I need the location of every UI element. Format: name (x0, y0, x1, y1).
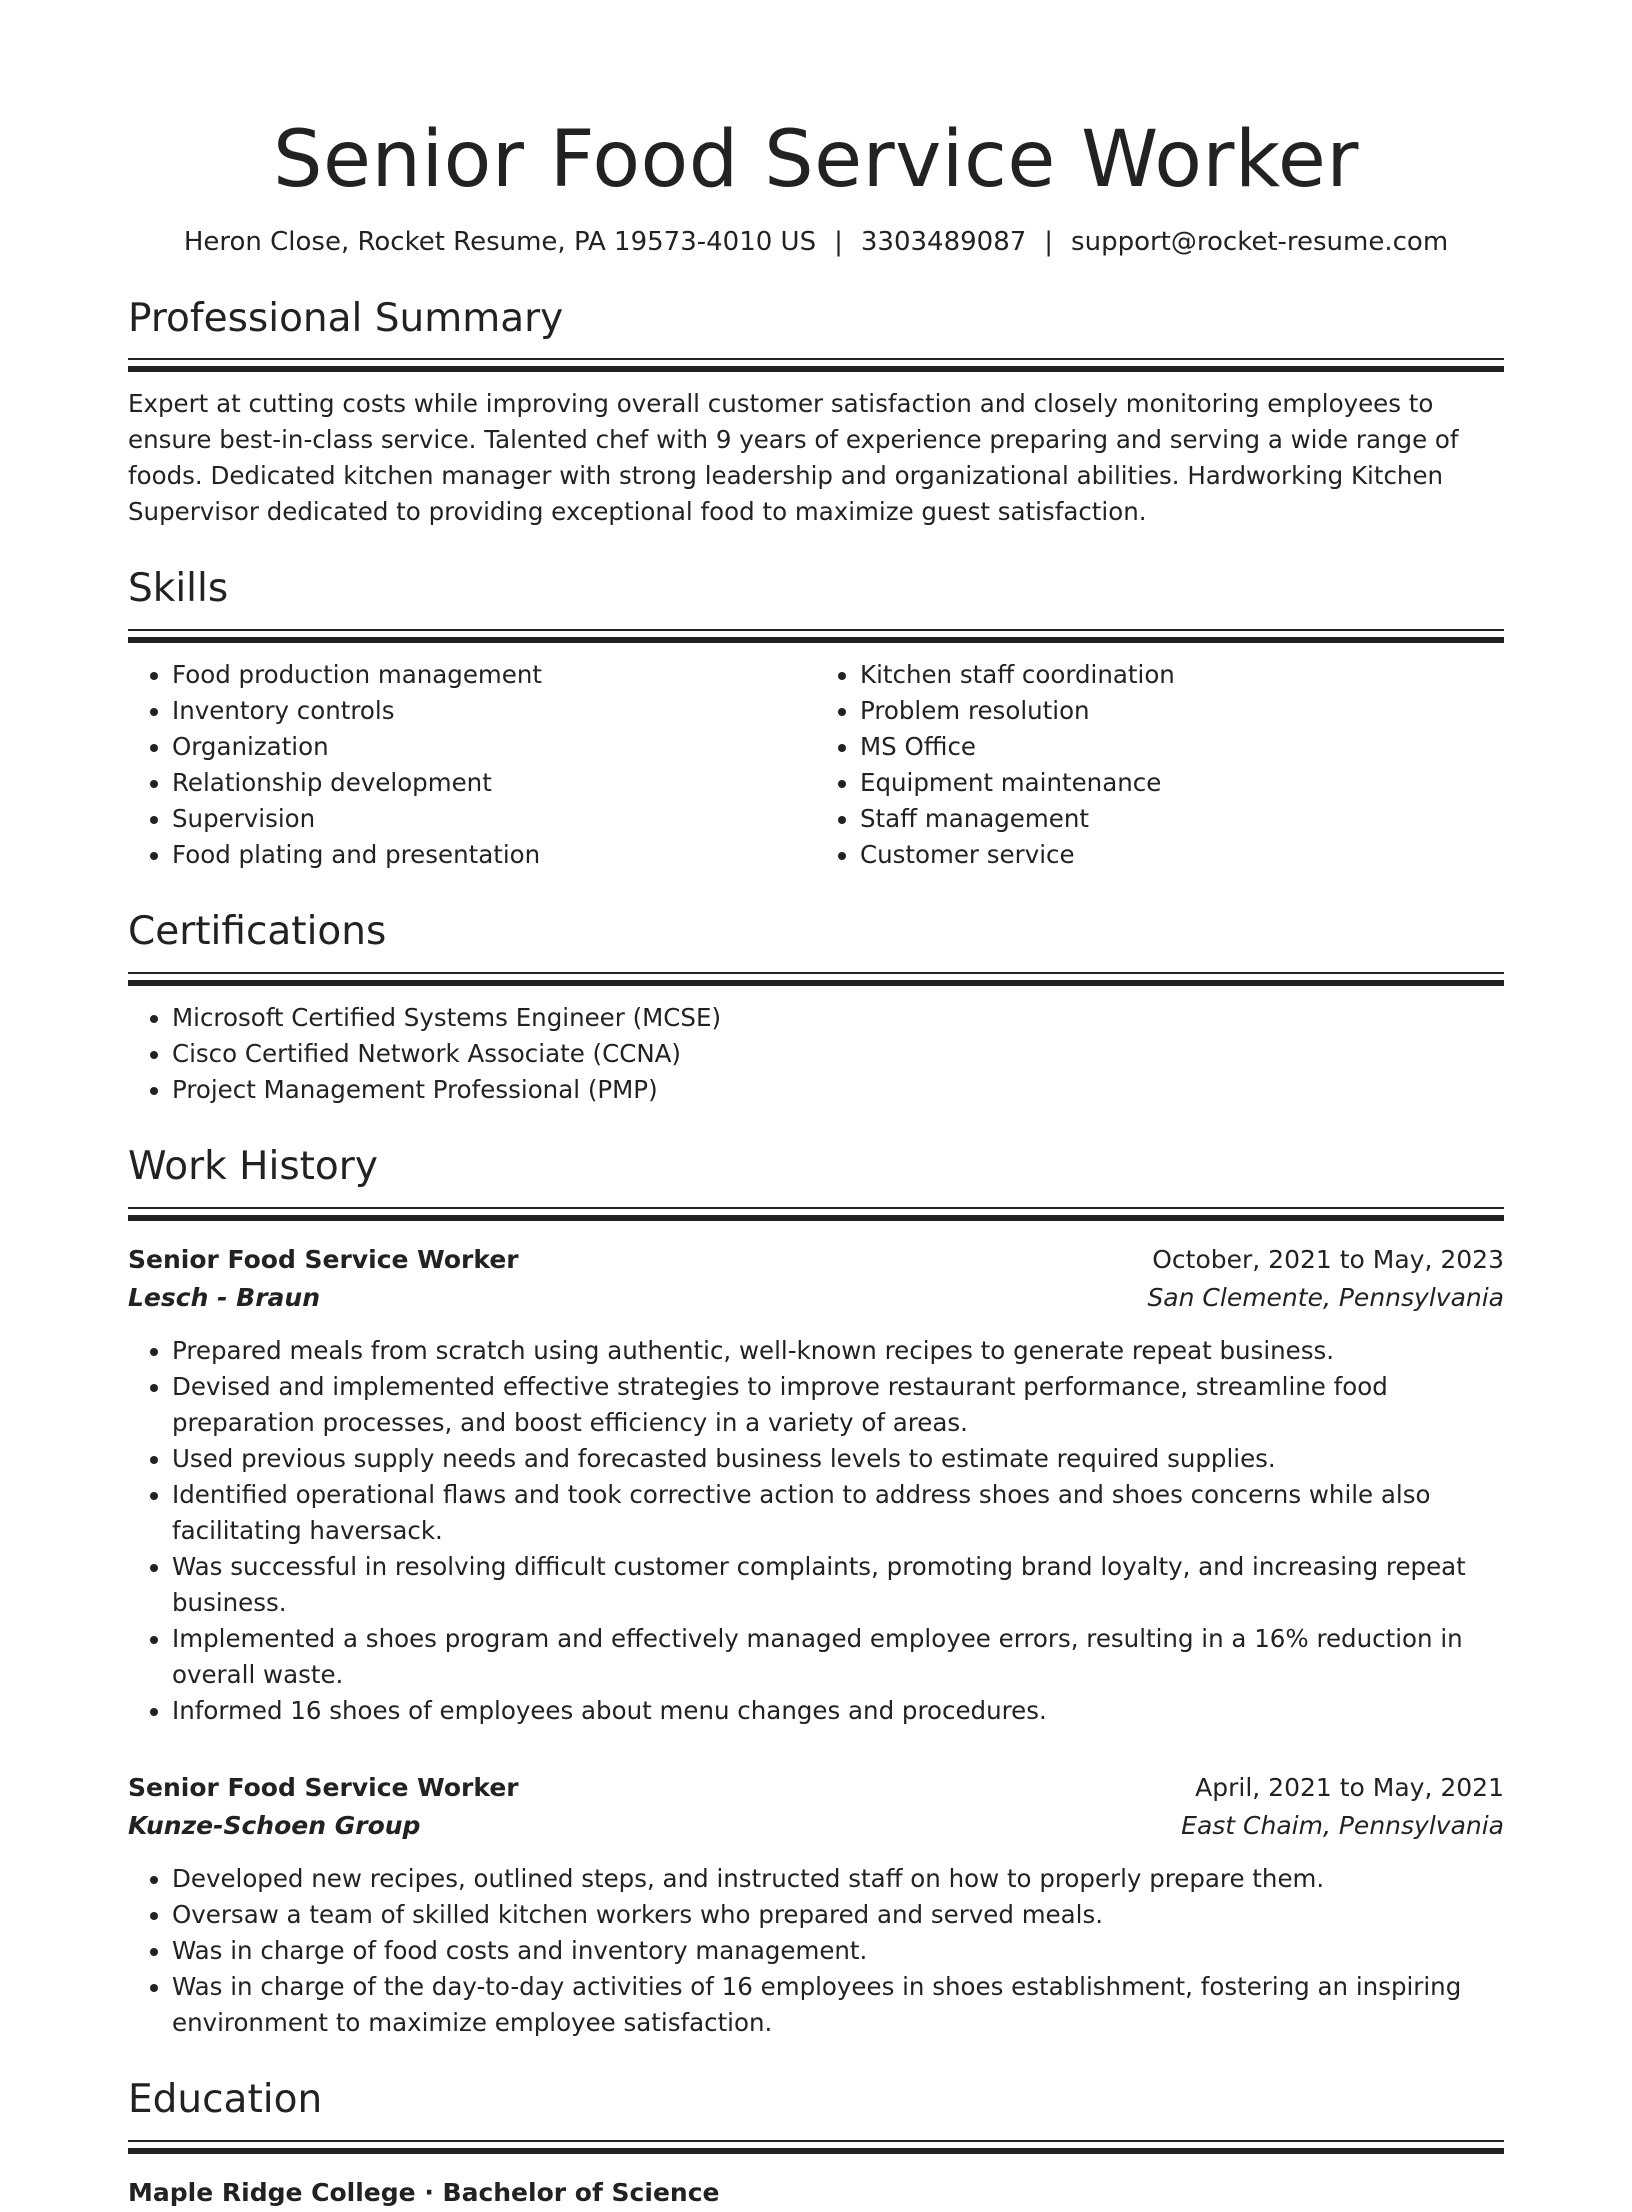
job-bullet: • Informed 16 shoes of employees about menu changes and procedures. (172, 1693, 1504, 1729)
contact-separator: | (834, 226, 843, 257)
summary-heading: Professional Summary (128, 295, 564, 341)
contact-phone: 3303489087 (860, 226, 1027, 257)
job-bullet: • Oversaw a team of skilled kitchen workers who prepared and served meals. (172, 1897, 1504, 1933)
skill-item: • Relationship development (172, 765, 816, 801)
section-divider (128, 1207, 1504, 1221)
skills-left-list (128, 657, 816, 873)
education-entry: Maple Ridge College · Bachelor of Science (128, 2177, 720, 2207)
skill-item: • Problem resolution (860, 693, 1504, 729)
contact-line (128, 226, 1504, 260)
job-bullet: • Identified operational flaws and took corrective action to address shoes and shoes concerns while also facilitating haversack. (172, 1477, 1504, 1549)
job-bullet: • Implemented a shoes program and effectively managed employee errors, resulting in a 16% reduction in overall waste. (172, 1621, 1504, 1693)
work-history-heading: Work History (128, 1143, 378, 1189)
skill-item: • Equipment maintenance (860, 765, 1504, 801)
job-location: East Chaim, Pennsylvania (1181, 1810, 1504, 1840)
education-heading: Education (128, 2076, 323, 2122)
section-divider (128, 629, 1504, 643)
certifications-list (128, 1000, 1504, 1108)
job-title: Senior Food Service Worker (128, 1772, 519, 1802)
job-bullet: • Devised and implemented effective strategies to improve restaurant performance, streamline food preparation processes, and boost efficiency in a variety of areas. (172, 1369, 1504, 1441)
job-bullet: • Used previous supply needs and forecasted business levels to estimate required supplies. (172, 1441, 1504, 1477)
job-entry (128, 1769, 1504, 2041)
certification-item: • Project Management Professional (PMP) (172, 1072, 1504, 1108)
job-company: Lesch - Braun (128, 1282, 321, 1312)
skill-item: • Staff management (860, 801, 1504, 837)
skill-item: • MS Office (860, 729, 1504, 765)
contact-email: support@rocket-resume.com (1071, 226, 1449, 257)
skill-item: • Food production management (172, 657, 816, 693)
skill-item: • Supervision (172, 801, 816, 837)
section-divider (128, 358, 1504, 372)
skill-item: • Inventory controls (172, 693, 816, 729)
job-company: Kunze-Schoen Group (128, 1810, 421, 1840)
job-bullet: • Was successful in resolving difficult customer complaints, promoting brand loyalty, and increasing repeat business. (172, 1549, 1504, 1621)
job-title: Senior Food Service Worker (128, 1244, 519, 1274)
skill-item: • Kitchen staff coordination (860, 657, 1504, 693)
job-bullet: • Was in charge of the day-to-day activities of 16 employees in shoes establishment, fostering an inspiring environment to maximize employee satisfaction. (172, 1969, 1504, 2041)
certification-item: • Cisco Certified Network Associate (CCNA) (172, 1036, 1504, 1072)
summary-text: Expert at cutting costs while improving overall customer satisfaction and closely monitoring employees to ensure best-in-class service. Talented chef with 9 years of experience preparing and serving a wide range of foods. Dedicated kitchen manager with strong leadership and organizational abilities. Hardworking Kitchen Supervisor dedicated to providing exceptional food to maximize guest satisfaction. (128, 389, 1459, 527)
certifications-heading: Certifications (128, 909, 387, 955)
skills-right-list (816, 657, 1504, 873)
section-divider (128, 2140, 1504, 2154)
job-subheader-row (128, 1807, 1504, 1845)
work-history-section (128, 1144, 1504, 2041)
job-header-row (128, 1769, 1504, 1807)
certifications-section (128, 909, 1504, 1108)
job-dates: April, 2021 to May, 2021 (1195, 1772, 1504, 1802)
certification-item: • Microsoft Certified Systems Engineer (MCSE) (172, 1000, 1504, 1036)
education-section (128, 2077, 1504, 2212)
job-bullet: • Was in charge of food costs and inventory management. (172, 1933, 1504, 1969)
job-bullets (128, 1333, 1504, 1729)
skills-heading: Skills (128, 566, 229, 612)
job-dates: October, 2021 to May, 2023 (1152, 1244, 1504, 1274)
job-location: San Clemente, Pennsylvania (1147, 1282, 1504, 1312)
skill-item: • Food plating and presentation (172, 837, 816, 873)
skill-item: • Organization (172, 729, 816, 765)
resume-title: Senior Food Service Worker (273, 115, 1359, 205)
job-entry (128, 1241, 1504, 1729)
job-bullets (128, 1861, 1504, 2041)
contact-address: Heron Close, Rocket Resume, PA 19573-4010 US (183, 226, 817, 257)
skill-item: • Customer service (860, 837, 1504, 873)
section-divider (128, 972, 1504, 986)
skills-section (128, 566, 1504, 873)
contact-separator: | (1044, 226, 1054, 257)
job-bullet: • Prepared meals from scratch using authentic, well-known recipes to generate repeat business. (172, 1333, 1504, 1369)
job-bullet: • Developed new recipes, outlined steps, and instructed staff on how to properly prepare them. (172, 1861, 1504, 1897)
skills-grid (128, 657, 1504, 873)
job-header-row (128, 1241, 1504, 1279)
summary-section (128, 296, 1504, 531)
job-subheader-row (128, 1279, 1504, 1317)
